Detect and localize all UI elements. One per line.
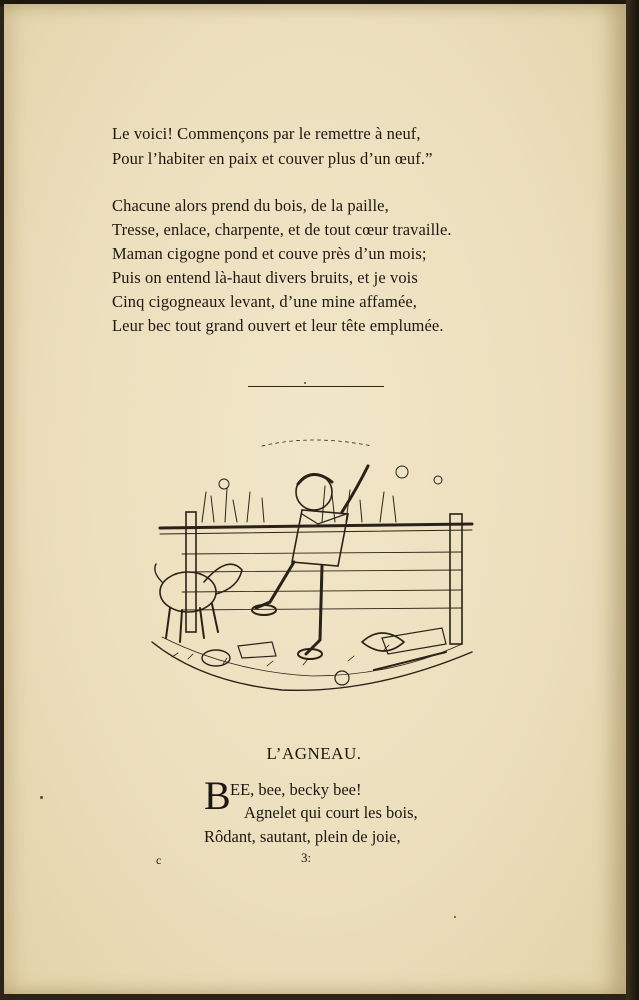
verse-line: Puis on entend là-haut divers bruits, et je vois bbox=[112, 268, 418, 287]
verse-line: Chacune alors prend du bois, de la paille, bbox=[112, 196, 389, 215]
paper-speck bbox=[40, 796, 43, 799]
signature-mark: c bbox=[156, 853, 162, 867]
verse-line: Pour l’habiter en paix et couver plus d’un œuf.” bbox=[112, 149, 433, 168]
verse-line: Rôdant, sautant, plein de joie, bbox=[204, 827, 401, 846]
engraving-boy-and-lamb bbox=[142, 432, 482, 702]
paper-speck bbox=[454, 916, 456, 918]
verse-line: Leur bec tout grand ouvert et leur tête emplumée. bbox=[112, 316, 444, 335]
page-number: 3: bbox=[301, 850, 312, 865]
book-binding-edge bbox=[626, 0, 639, 1000]
verse-line: Maman cigogne pond et couve près d’un mois; bbox=[112, 244, 427, 263]
paper-speck bbox=[304, 382, 306, 384]
verse-line: EE, bee, becky bee! bbox=[230, 780, 362, 799]
section-title: L’AGNEAU. bbox=[266, 744, 362, 763]
section-divider bbox=[248, 386, 384, 387]
drop-cap: B bbox=[204, 773, 231, 818]
verse-line: Cinq cigogneaux levant, d’une mine affamée, bbox=[112, 292, 418, 311]
book-page bbox=[4, 4, 626, 994]
verse-line: Agnelet qui court les bois, bbox=[244, 803, 418, 822]
verse-line: Tresse, enlace, charpente, et de tout cœur travaille. bbox=[112, 220, 452, 239]
verse-line: Le voici! Commençons par le remettre à neuf, bbox=[112, 124, 421, 143]
